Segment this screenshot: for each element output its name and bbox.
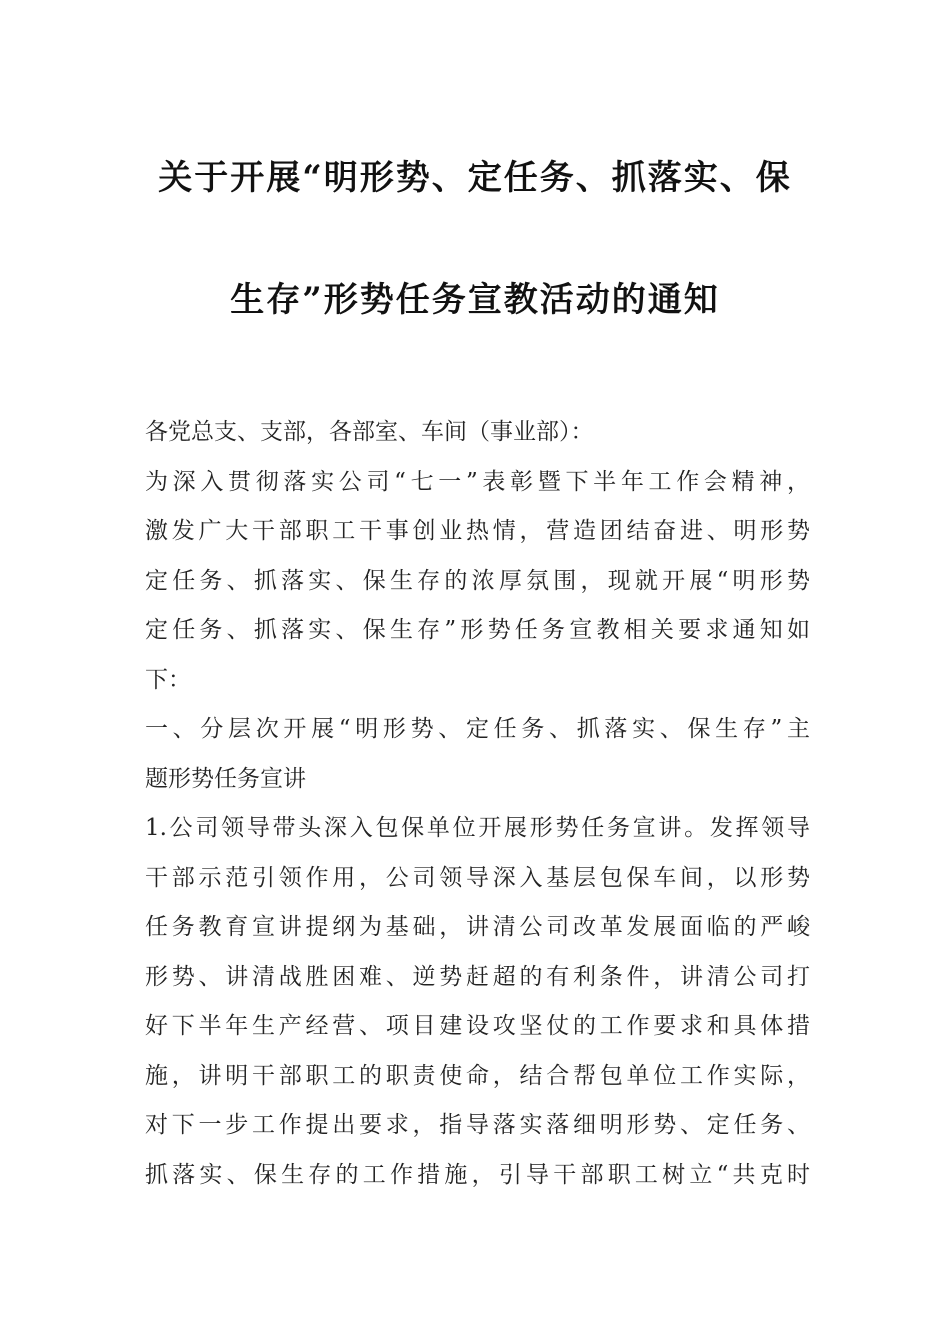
body-text-line: 1.公司领导带头深入包保单位开展形势任务宣讲。发挥领导 bbox=[145, 815, 810, 841]
document-title-line-1: 关于开展“明形势、定任务、抓落实、保 bbox=[158, 158, 792, 198]
body-text-line: 任务教育宣讲提纲为基础，讲清公司改革发展面临的严峻 bbox=[145, 914, 810, 940]
document-body bbox=[145, 408, 810, 1200]
body-text-line: 好下半年生产经营、项目建设攻坚仗的工作要求和具体措 bbox=[145, 1013, 810, 1039]
body-text-line: 抓落实、保生存的工作措施，引导干部职工树立“共克时 bbox=[145, 1161, 810, 1188]
salutation-line: 各党总支、支部，各部室、车间（事业部）： bbox=[145, 419, 594, 445]
body-text-line: 施，讲明干部职工的职责使命，结合帮包单位工作实际， bbox=[145, 1062, 810, 1089]
body-text-line: 定任务、抓落实、保生存”形势任务宣教相关要求通知如 bbox=[145, 617, 810, 643]
body-text-line: 激发广大干部职工干事创业热情，营造团结奋进、明形势 bbox=[145, 518, 810, 544]
document-title-line-2: 生存”形势任务宣教活动的通知 bbox=[230, 280, 720, 320]
body-text-line: 下： bbox=[145, 666, 191, 693]
section-heading-line: 一、分层次开展“明形势、定任务、抓落实、保生存”主 bbox=[145, 716, 810, 742]
body-text-line: 形势、讲清战胜困难、逆势赶超的有利条件，讲清公司打 bbox=[145, 963, 810, 990]
body-text-line: 为深入贯彻落实公司“七一”表彰暨下半年工作会精神， bbox=[145, 468, 810, 495]
body-text-line: 对下一步工作提出要求，指导落实落细明形势、定任务、 bbox=[145, 1112, 810, 1138]
body-text-line: 干部示范引领作用，公司领导深入基层包保车间，以形势 bbox=[145, 864, 810, 891]
body-text-line: 定任务、抓落实、保生存的浓厚氛围，现就开展“明形势 bbox=[145, 567, 810, 594]
section-heading-line: 题形势任务宣讲 bbox=[145, 765, 306, 792]
